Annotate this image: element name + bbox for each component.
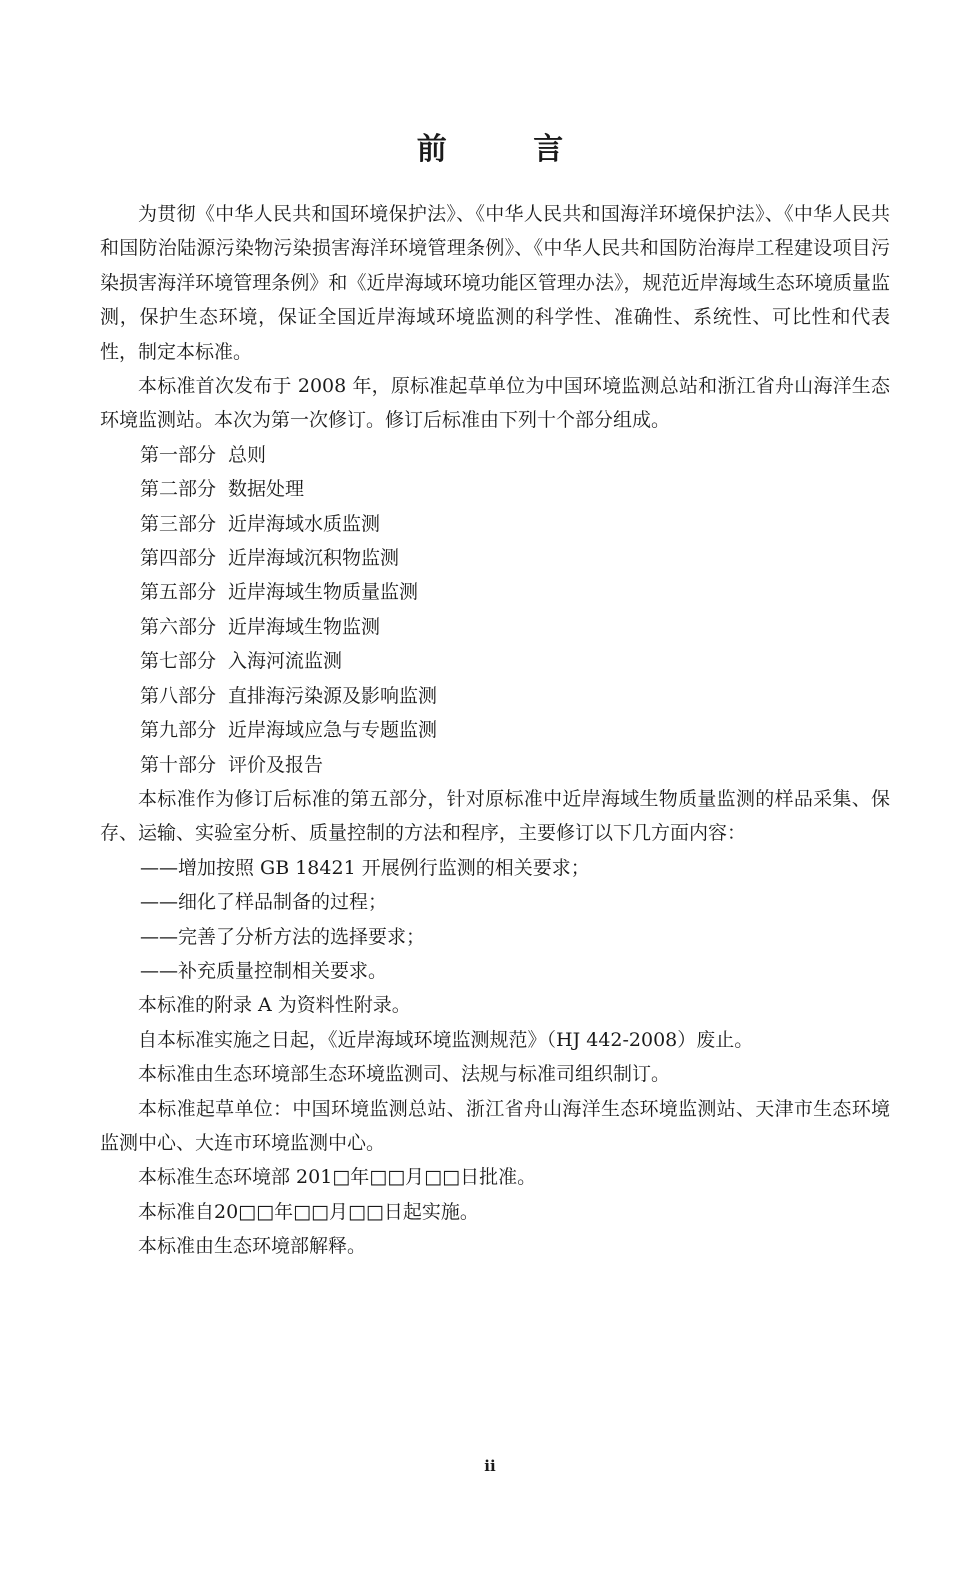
part-item xyxy=(100,541,890,575)
paragraph-history: 本标准首次发布于 2008 年，原标准起草单位为中国环境监测总站和浙江省舟山海洋生态环境监测站。本次为第一次修订。修订后标准由下列十个部分组成。 xyxy=(100,375,890,432)
part-number: 第三部分 xyxy=(140,512,217,535)
part-number: 第一部分 xyxy=(140,443,217,466)
part-name: 近岸海域应急与专题监测 xyxy=(228,719,438,742)
part-name: 近岸海域水质监测 xyxy=(228,512,381,535)
part-number: 第四部分 xyxy=(140,547,217,570)
part-number: 第七部分 xyxy=(140,650,217,673)
part-name: 近岸海域生物质量监测 xyxy=(228,581,419,604)
page-number: ii xyxy=(484,1457,496,1475)
revision-item: ——完善了分析方法的选择要求； xyxy=(140,925,426,948)
part-item xyxy=(100,748,890,782)
part-number: 第八部分 xyxy=(140,684,217,707)
paragraph-appendix: 本标准的附录 A 为资料性附录。 xyxy=(138,994,411,1017)
part-item xyxy=(100,679,890,713)
part-number: 第九部分 xyxy=(140,719,217,742)
revision-item: ——增加按照 GB 18421 开展例行监测的相关要求； xyxy=(140,856,590,879)
part-name: 近岸海域沉积物监测 xyxy=(228,547,400,570)
part-name: 评价及报告 xyxy=(228,753,324,776)
paragraph-organizer: 本标准由生态环境部生态环境监测司、法规与标准司组织制订。 xyxy=(138,1063,671,1086)
paragraph-effective: 本标准自20□□年□□月□□日起实施。 xyxy=(138,1200,479,1223)
part-number: 第五部分 xyxy=(140,581,217,604)
paragraph-approval: 本标准生态环境部 201□年□□月□□日批准。 xyxy=(138,1166,537,1189)
part-item xyxy=(100,713,890,747)
revision-item: ——补充质量控制相关要求。 xyxy=(140,959,388,982)
paragraph-drafters: 本标准起草单位：中国环境监测总站、浙江省舟山海洋生态环境监测站、天津市生态环境监测中心、大连市环境监测中心。 xyxy=(100,1097,890,1154)
part-name: 入海河流监测 xyxy=(228,650,343,673)
paragraph-purpose: 为贯彻《中华人民共和国环境保护法》、《中华人民共和国海洋环境保护法》、《中华人民共和国防治陆源污染物污染损害海洋环境管理条例》、《中华人民共和国防治海岸工程建设项目污染损害海洋环境管理条例》和《近岸海域环境功能区管理办法》，规范近岸海域生态环境质量监测，保护生态环境，保证全国近岸海域环境监测的科学性、准确性、系统性、可比性和代表性，制定本标准。 xyxy=(100,203,890,363)
page-title: 前 言 xyxy=(416,132,602,167)
revision-item: ——细化了样品制备的过程； xyxy=(140,891,388,914)
part-name: 直排海污染源及影响监测 xyxy=(228,684,438,707)
part-number: 第二部分 xyxy=(140,478,217,501)
part-item xyxy=(100,644,890,678)
part-item xyxy=(100,610,890,644)
part-item xyxy=(100,438,890,472)
paragraph-interpretation: 本标准由生态环境部解释。 xyxy=(138,1235,367,1258)
part-item xyxy=(100,507,890,541)
part-number: 第十部分 xyxy=(140,753,217,776)
preface-body xyxy=(100,197,890,1264)
part-name: 近岸海域生物监测 xyxy=(228,615,381,638)
paragraph-revision-scope: 本标准作为修订后标准的第五部分，针对原标准中近岸海域生物质量监测的样品采集、保存、运输、实验室分析、质量控制的方法和程序，主要修订以下几方面内容： xyxy=(100,787,890,845)
part-name: 数据处理 xyxy=(228,478,305,501)
part-item xyxy=(100,472,890,506)
paragraph-supersede: 自本标准实施之日起，《近岸海域环境监测规范》（HJ 442-2008）废止。 xyxy=(138,1028,754,1051)
part-number: 第六部分 xyxy=(140,615,217,638)
part-name: 总则 xyxy=(228,443,267,466)
part-item xyxy=(100,575,890,609)
